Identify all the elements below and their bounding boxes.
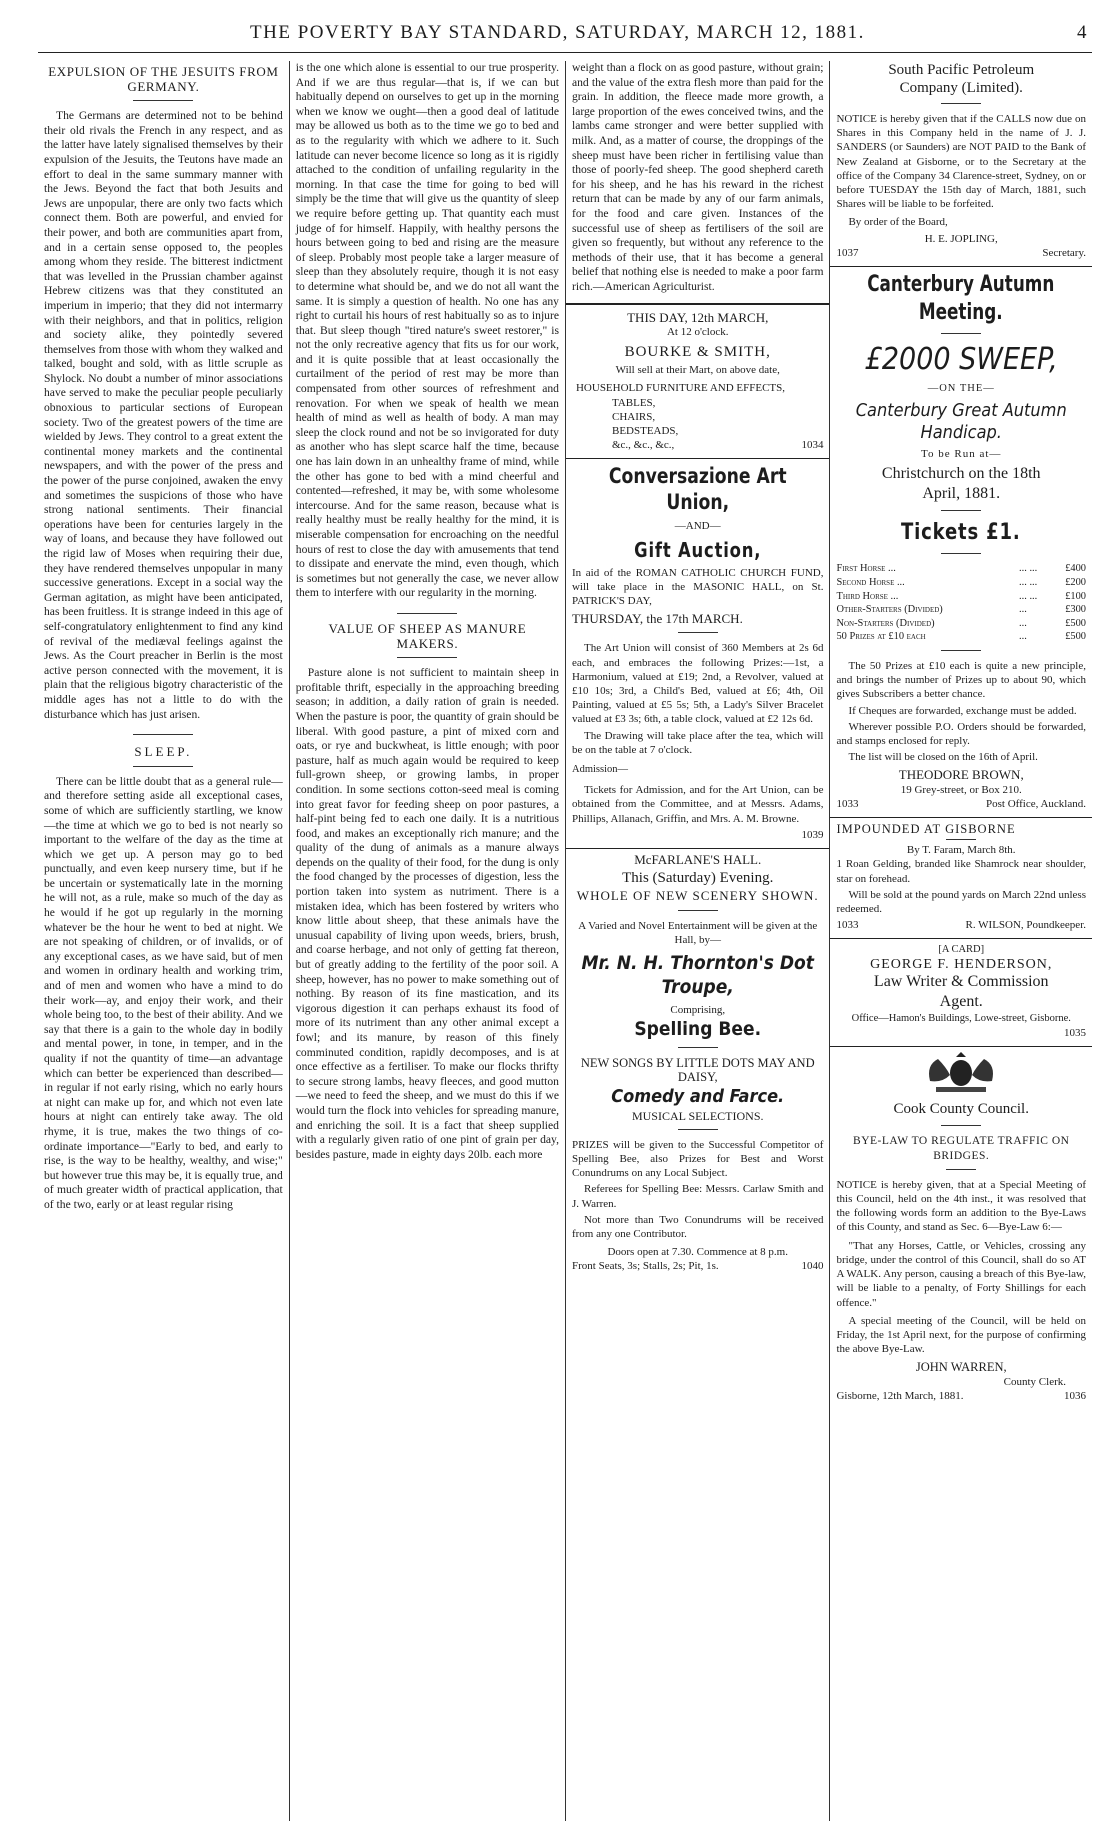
prize-row (836, 576, 1086, 590)
ad-title: Cook County Council. (893, 1101, 1029, 1118)
petroleum-ad (836, 61, 1086, 260)
ad-evening: This (Saturday) Evening. (622, 870, 774, 887)
mcfarlane-ad (572, 853, 823, 1274)
ad-intro: Will sell at their Mart, on above date, (615, 364, 780, 377)
divider (941, 510, 981, 511)
ad-and: —AND— (674, 520, 721, 533)
divider (678, 910, 718, 911)
ad-date: THURSDAY, the 17th MARCH. (571, 611, 743, 627)
ad-body: NOTICE is hereby given, that at a Special Meeting of this Council, held on the 4th inst., it was resolved that the following words form an addition to the Bye-Laws of this County, and stand as Sec. 6—Bye-Law 6:— (836, 1178, 1086, 1234)
ad-body: The Drawing will take place after the tea, which will be on the table at 7 o'clock. (571, 729, 824, 756)
ad-card: [A CARD] (938, 944, 985, 956)
ad-body: In aid of the ROMAN CATHOLIC CHURCH FUND, will take place in the MASONIC HALL, on St. PATRICK'S DAY, (571, 566, 824, 607)
ad-keeper: R. WILSON, Poundkeeper. (965, 919, 1086, 932)
prize-label: Other-Starters (Divided) (836, 604, 943, 616)
divider (133, 734, 193, 735)
prize-value: £200 (1065, 577, 1086, 589)
ad-number: 1034 (801, 439, 824, 452)
ad-footer (836, 1389, 1086, 1403)
ad-intro: A Varied and Novel Entertainment will be given at the Hall, by— (578, 919, 818, 946)
ad-comprising: Comprising, (670, 1004, 726, 1016)
ad-number: 1039 (801, 828, 824, 841)
impounded-ad (836, 822, 1086, 932)
bourke-smith-ad (572, 311, 823, 453)
ad-body: The Art Union will consist of 360 Members at 2s 6d each, and embraces the following Prizes:—1st, a Harmonium, valued at £19; 2nd, a Revolver, valued at £10 10s; 3rd, a Child's Bed, valued at £6; 4th, Oil Painting, valued at £5 5s; 5th, a Lady's Silver Bracelet valued at £3 3s; 6th, a table clock, valued at £2 12s 6d. (571, 642, 824, 726)
ad-note: If Cheques are forwarded, exchange must be added. (848, 704, 1077, 717)
divider (678, 1047, 718, 1048)
ad-title: Canterbury Autumn (867, 272, 1055, 298)
ad-agent: THEODORE BROWN, (898, 767, 1024, 783)
ad-title: Conversazione Art Union, (608, 464, 787, 515)
divider (946, 1169, 976, 1170)
ad-hall: McFARLANE'S HALL. (634, 851, 762, 867)
ad-separator (830, 817, 1092, 818)
ad-signer: JOHN WARREN, (915, 1360, 1007, 1375)
prize-value: £500 (1065, 631, 1086, 643)
ad-songs: NEW SONGS BY LITTLE DOTS MAY AND DAISY, (580, 1056, 815, 1085)
ad-footer (836, 797, 1086, 811)
ad-doors: Doors open at 7.30. Commence at 8 p.m. (607, 1246, 788, 1259)
ad-footer (836, 246, 1086, 260)
ad-separator (566, 458, 829, 459)
ad-note: The 50 Prizes at £10 each is quite a new principle, and brings the number of Prizes up to about 90, which gives Subscribers a better chance. (836, 660, 1086, 701)
ad-date: April, 1881. (922, 485, 1001, 503)
article-body-sheep-part1: Pasture alone is not sufficient to maintain sheep in profitable thrift, especially in the approaching breeding season; in addition, a daily ration of grain is needed. When the pasture is poor, the quantity of grain should be liberal. With good pasture, a pint of mixed corn and oats, or rye and buckwheat, is little enough; with poor pasture, half as much again would be required to keep full-grown sheep, or growing lambs, in proper condition. In some sections cotton-seed meal is coming into great favor for feeding sheep on poor pastures, a half-pint being fed to each one daily. It is a nutritious food, and makes an exceptionally rich manure; and the quality of the dung of animals as a manure always depends on the quality of their food, for the dung is only the food changed by the processes of digestion, less the portion taken into system as nutriment. There is a mistaken idea, which has been fostered by writers who know little about sheep, that these animals have the unusual capability of living upon weeds, briers, brush, and coarse herbage, and not only of getting fat thereon, but of greatly adding to the fertility of the poor soil. A sheep, however, has no power to make something out of nothing. By reason of its fine mastication, and its vigorous digestion it can perhaps exhaust its food of more of its nutriment than any other animal except a fowl; and its manure, by reason of this finely comminuted condition, rapidly decomposes, and is at once effective as a fertiliser. To make our flocks thrifty to secure strong lambs, heavy fleeces, and good mutton—we need to feed the sheep, and we must do this if we would turn the flock into vehicles for spreading manure, and enriching the soil. It is a fact that sheep supplied with a regularly given ratio of one pint of grain per day, besides pasture, made in eighty days 20lb. each more (295, 666, 559, 1161)
column-1 (38, 61, 290, 1821)
ad-sale: Will be sold at the pound yards on March 22nd unless redeemed. (836, 888, 1086, 916)
divider (397, 613, 457, 614)
page-number: 4 (1077, 22, 1088, 43)
prize-row (836, 603, 1086, 617)
ad-item: TABLES, (611, 396, 656, 409)
ad-title-2: Company (Limited). (899, 80, 1023, 96)
prize-label: Non-Starters (Divided) (836, 617, 935, 629)
prize-label: Second Horse ... (836, 577, 905, 589)
ad-address: 19 Grey-street, or Box 210. (900, 783, 1022, 796)
article-body-expulsion: The Germans are determined not to be behind their old rivals the French in any respect, and as the latter have lately signalised themselves by their expulsion of the Jesuits, the Teutons have made an effort to deal in the same summary manner with the Jews. Beyond the fact that both Jesuits and Jews are unpopular, there are only two facts which connect them. Both are powerful, and envied for their power, and both are communities apart from, and in a certain sense opposed to, the peoples among whom they reside. The bitterest indictment that was levelled in the Prussian chamber against Hebrew citizens was that they constituted an imperium in imperio; that they did not intermarry with their neighbors, and that in politics, religion and society alike, they pointedly severed themselves from those with whom they walked and talked, bought and sold, with as little scruple as Shylock. No doubt a number of minor associations have served to make the peculiar people peculiarly obnoxious to particular sections of European society. Two of the greatest powers of the time are wielded by Jews. They control to a great extent the continental money markets and the continental newspapers, and with the power of the press and the power of the purse conjoined, awaken the envy and sometimes the suspicions of those who have strong national sentiments. Their financial operations have been for centuries largely in the way of loans, and because they have followed out the rigid law of Moses when requiring their due, they have rendered themselves unpopular in many successive generations. Except in a social way the German agitation, as might have been anticipated, has been fruitless. It is strange indeed in this age of self-congratulatory enlightenment to find any kind of revival of the mediæval feelings against the Jews. As the Court preacher in Berlin is the most active person connected with the movement, it is plain that the religious bigotry characteristic of the middle ages has not a little to do with the disturbance which has just arisen. (44, 109, 283, 721)
ad-item: HOUSEHOLD FURNITURE AND EFFECTS, (575, 382, 786, 395)
ad-note: Wherever possible P.O. Orders should be forwarded, and stamps enclosed for reply. (836, 720, 1086, 748)
ad-prizes: PRIZES will be given to the Successful Competitor of Spelling Bee, also Prizes for Best and Worst Conundrums on any Local Subject. (571, 1138, 824, 1180)
ad-office: Office—Hamon's Buildings, Lowe-street, Gisborne. (851, 1012, 1071, 1024)
column-4 (830, 61, 1092, 1821)
ad-separator (830, 1046, 1092, 1047)
ad-number: 1033 (836, 919, 859, 932)
ad-run-at: To be Run at— (921, 448, 1002, 461)
ad-order: By order of the Board, (848, 216, 948, 229)
ad-number: 1033 (836, 797, 859, 810)
prize-row (836, 630, 1086, 644)
prize-label: Third Horse ... (836, 590, 899, 602)
prize-label: First Horse ... (836, 563, 896, 575)
ad-footer (836, 918, 1086, 932)
ad-place-date: Gisborne, 12th March, 1881. (836, 1389, 964, 1402)
article-body-sheep-part2: weight than a flock on as good pasture, without grain; and the value of the extra flesh more than paid for the grain. In addition, the fleece made more growth, a large proportion of the ewes conceived twins, and the lambs came stronger and were better supplied with milk. And, as a matter of course, the droppings of the sheep must have been richer in fertilising value than those of poorly-fed sheep. The good shepherd careth for his sheep, and he has his reward in the richest return that can be made by any of our farm animals, for the food and care given. Instances of the successful use of sheep as fertilisers of the soil are given so frequently, but without any reference to the methods of their use, that it has become a general belief that nothing else is needed to make a poor farm rich.—American Agriculturist. (571, 61, 824, 293)
ad-by: By T. Faram, March 8th. (906, 844, 1016, 857)
prize-dots: ... ... (1019, 563, 1038, 575)
prize-dots: ... ... (1019, 590, 1038, 602)
prize-label: 50 Prizes at £10 each (836, 631, 926, 643)
ad-body: NOTICE is hereby given that if the CALLS now due on Shares in this Company held in the name of J. J. SANDERS (or Saunders) are NOT PAID to the Bank of New Zealand at Gisborne, or to the Secretary at the office of the Company 34 Clarence-street, Sydney, on or before TUESDAY the 15th day of March, 1881, such Shares will be liable to be forfeited. (836, 113, 1086, 211)
ad-title-2: Gift Auction, (634, 537, 762, 562)
divider (941, 553, 981, 554)
ad-musical: MUSICAL SELECTIONS. (631, 1108, 764, 1123)
ad-signer: H. E. JOPLING, (924, 232, 998, 245)
ad-sweep: £2000 SWEEP, (864, 342, 1058, 378)
ad-item: CHAIRS, (611, 410, 656, 423)
divider (941, 103, 981, 104)
henderson-ad (836, 943, 1086, 1040)
prize-value: £500 (1065, 617, 1086, 629)
ad-footer (572, 438, 823, 452)
prize-value: £100 (1065, 590, 1086, 602)
ad-item: BEDSTEADS, (611, 424, 679, 437)
divider (133, 766, 193, 767)
ad-body: A special meeting of the Council, will be held on Friday, the 1st April next, for the purpose of confirming the above Bye-Law. (836, 1314, 1086, 1356)
divider (678, 1129, 718, 1130)
ad-conundrums: Not more than Two Conundrums will be received from any one Contributor. (571, 1213, 824, 1241)
ad-firm: BOURKE & SMITH, (624, 343, 771, 360)
ad-date: THIS DAY, 12th MARCH, (627, 309, 769, 325)
ad-post: Post Office, Auckland. (985, 797, 1086, 810)
ad-spelling-bee: Spelling Bee. (634, 1018, 762, 1041)
ad-line: Law Writer & Commission (873, 972, 1049, 990)
ad-handicap: Canterbury Great Autumn (855, 400, 1067, 422)
ad-line-2: Agent. (939, 992, 983, 1010)
article-body-sleep-part1: There can be little doubt that as a general rule—and therefore setting aside all exceptional cases, some of which are sufficiently startling, we know—the time at which we go to bed is not nearly so important to the welfare of the day as the time at which we get up. A person may go to bed punctually, and even keep nursery time, but if he be uncertain or systematically late in the morning he will not, as a rule, make so much of the day as he would if he got up regularly in the morning whatever be the hour he went to bed at night. We are not speaking of children, or of invalids, or of any exceptional cases, as we have said, but of men and women in ordinary health and working trim, and of men and women who have a mind to do their work—ay, and enjoy their work, and their whole being too, to the best of their ability. And we say that there is a gain to the whole day in bodily and mental power, in tone, in temper, and in the quality if not the quantity of time—an advantage which can better be experienced than described—in regular if not early rising, which no early hours at night can make up for, and which not even late hours at night can entirely take away. The old rhyme, it is true, makes the two things of co-ordinate importance—"Early to bed, and early to rise, is the way to be healthy, wealthy, and wise;" but however true this may be, it is equally true, and of much greater width of practical application, that of the two, early or at least regular rising (44, 774, 283, 1211)
prize-row (836, 617, 1086, 631)
column-2 (290, 61, 566, 1821)
ad-bylaw: BYE-LAW TO REGULATE TRAFFIC ON BRIDGES. (853, 1135, 1070, 1162)
conversazione-ad (572, 463, 823, 842)
prize-dots: ... (1019, 617, 1027, 629)
ad-title: South Pacific Petroleum (888, 62, 1035, 78)
ad-troupe: Mr. N. H. Thornton's Dot Troupe, (581, 952, 814, 998)
ad-referees: Referees for Spelling Bee: Messrs. Carlaw Smith and J. Warren. (571, 1183, 824, 1210)
ad-tickets: Tickets £1. (901, 520, 1022, 546)
ad-role: Secretary. (1042, 246, 1086, 259)
ad-footer (572, 1259, 823, 1273)
ad-number: 1037 (836, 246, 859, 259)
ad-body: "That any Horses, Cattle, or Vehicles, crossing any bridge, under the control of this Council, shall do so AT A WALK. Any person, causing a breach of this Bye-law, will be liable to a penalty, of Forty Shillings for each offence." (836, 1239, 1086, 1309)
ad-separator (566, 848, 829, 849)
prize-row (836, 590, 1086, 604)
ad-scenery: WHOLE OF NEW SCENERY SHOWN. (576, 888, 819, 904)
prize-row (836, 562, 1086, 576)
prize-dots: ... ... (1019, 577, 1038, 589)
ad-number: 1036 (1064, 1389, 1086, 1402)
columns (38, 61, 1092, 1821)
ad-time: At 12 o'clock. (666, 325, 729, 338)
prize-dots: ... (1019, 604, 1027, 616)
divider (941, 333, 981, 334)
ad-on-the: —ON THE— (927, 383, 995, 395)
column-rule (566, 303, 829, 305)
ad-name: GEORGE F. HENDERSON, (870, 956, 1053, 972)
article-body-sleep-part2: is the one which alone is essential to our true prosperity. And if we are thus regular—that is, if we can but habitually depend on ourselves to get up in the morning when we know we ought—then a good deal of latitude may be allowed us both as to the time we go to bed and as to the regularity with which we adhere to it. Such latitude can never become licence so long as it is rigidly attached to the condition of unfailing regularity in the morning. In that case the time for going to bed will simply be the time that will give us the quantity of sleep we require before getting up. That quantity each must judge of for himself. Happily, with healthy persons the hours between going to bed and rising are the measure of sleep. Probably most people take a larger measure of sleep than they absolutely require, though it is not easy to determine what should be, and we do not all want the same. It is simply a question of health. No one has any right to curtail his hours of rest habitually so as to injure that. But sleep though "tired nature's sweet restorer," is not the only recreative agency that fits us for our work, and it is quite possible that at least occasionally the curtailment of the period of rest may be more than compensated from other sources of refreshment and renovation. For when we speak of health we mean health of mind as well as health of body. A man may sleep the clock round and not be so invigorated for duty as another who has slept scarce half the time, because one has lain down in an unhealthy frame of mind, while the other has gone to bed with a mind cheerful and contented—refreshed, it may be, with some wholesome intercourse. And for the same reason, because what is really healthy must be really healthy for the mind, it is miserable compensation for encroaching on the needful hours of rest to close the day with amusements that tend to dissipate and enervate the mind, even though, which is sometimes but not generally the case, we never allow them to interfere with our regularity in the morning. (295, 61, 559, 600)
ad-note: The list will be closed on the 16th of April. (848, 751, 1038, 764)
article-heading-sleep: SLEEP. (134, 744, 193, 760)
prize-table (836, 562, 1086, 644)
article-heading-expulsion: EXPULSION OF THE JESUITS FROM GERMANY. (48, 64, 279, 94)
ad-title-2: Meeting. (919, 300, 1004, 326)
ad-comedy: Comedy and Farce. (611, 1085, 785, 1107)
ad-item: 1 Roan Gelding, branded like Shamrock near shoulder, star on forehead. (836, 858, 1086, 885)
ad-number: 1035 (1064, 1027, 1086, 1040)
divider (941, 650, 981, 651)
sweep-ad (836, 271, 1086, 811)
prize-dots: ... (1019, 631, 1027, 643)
masthead-title: THE POVERTY BAY STANDARD, SATURDAY, MARCH 12, 1881. (250, 22, 865, 43)
ad-separator (830, 938, 1092, 939)
prize-value: £300 (1065, 604, 1086, 616)
ad-number: 1040 (801, 1260, 824, 1273)
coat-of-arms-icon (836, 1051, 1086, 1099)
divider (946, 839, 976, 840)
divider (941, 1125, 981, 1126)
prize-value: £400 (1065, 563, 1086, 575)
ad-handicap-2: Handicap. (920, 422, 1002, 444)
ad-prices: Front Seats, 3s; Stalls, 2s; Pit, 1s. (571, 1260, 719, 1273)
masthead (38, 22, 1092, 53)
divider (397, 657, 457, 658)
ad-place: Christchurch on the 18th (881, 465, 1041, 483)
ad-admission: Admission— (571, 763, 628, 775)
divider (678, 632, 718, 633)
ad-separator (830, 266, 1092, 267)
council-ad (836, 1051, 1086, 1403)
ad-body: Tickets for Admission, and for the Art Union, can be obtained from the Committee, and at Messrs. Adams, Phillips, Allanach, Griffin, and Mrs. A. M. Browne. (571, 784, 824, 825)
column-3 (566, 61, 830, 1821)
ad-item: &c., &c., &c., (611, 439, 675, 452)
ad-title: IMPOUNDED AT GISBORNE (836, 822, 1016, 837)
article-heading-sheep: VALUE OF SHEEP AS MANURE MAKERS. (328, 620, 527, 651)
ad-role: County Clerk. (1003, 1375, 1066, 1388)
divider (133, 100, 193, 101)
